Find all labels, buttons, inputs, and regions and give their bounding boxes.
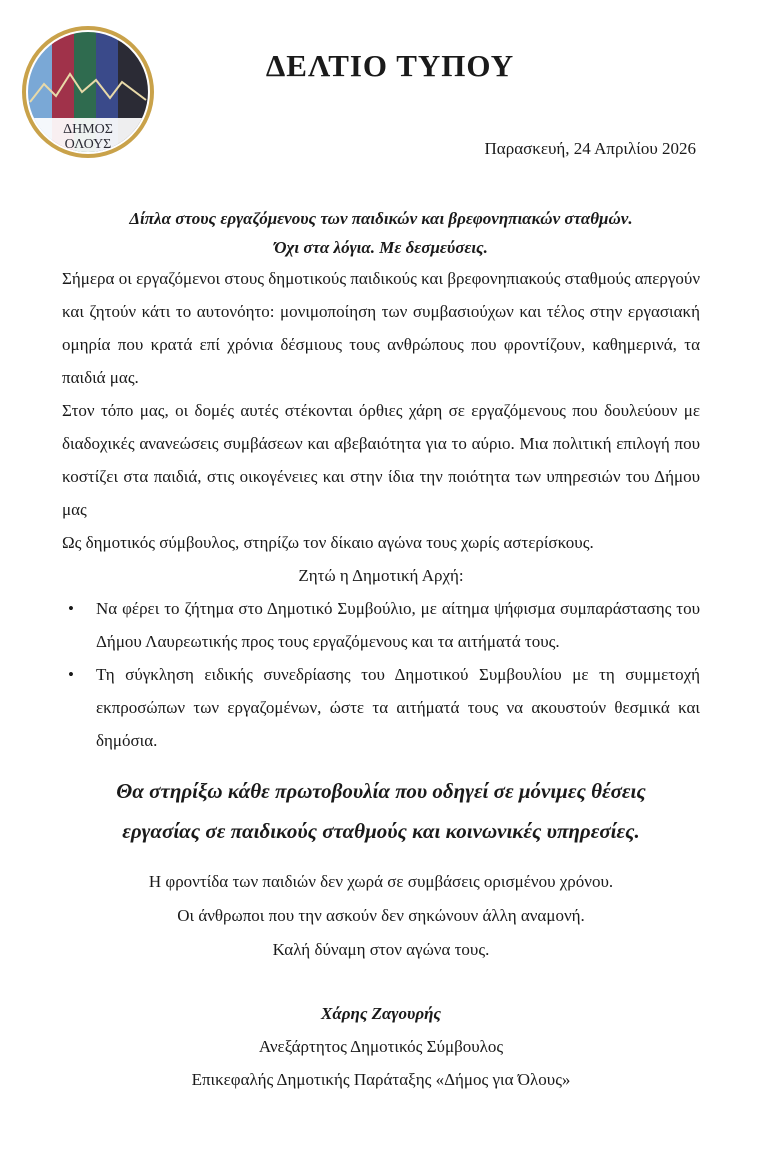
closing-statement xyxy=(62,865,700,967)
demands-intro: Ζητώ η Δημοτική Αρχή: xyxy=(298,566,464,585)
paragraph-context: Στον τόπο μας, οι δομές αυτές στέκονται όρθιες χάρη σε εργαζόμενους που δουλεύουν με διαδοχικές ανανεώσεις συμβάσεων και αβεβαιότητα για το αύριο. Μια πολιτική επιλογή που κοστίζει στα παιδιά, στις οικογένειες και στην ίδια την ποιότητα των υπηρεσιών του Δήμου μας xyxy=(62,401,700,519)
paragraph-support: Ως δημοτικός σύμβουλος, στηρίζω τον δίκαιο αγώνα τους χωρίς αστερίσκους. xyxy=(62,533,594,552)
signature-name: Χάρης Ζαγουρής xyxy=(320,1004,441,1023)
closing-line3: Καλή δύναμη στον αγώνα τους. xyxy=(272,940,490,959)
headline-line1: Δίπλα στους εργαζόμενους των παιδικών και βρεφονηπιακών σταθμών. xyxy=(129,209,633,228)
demand-text: Τη σύγκληση ειδικής συνεδρίασης του Δημοτικού Συμβουλίου με τη συμμετοχή εκπροσώπων των εργαζομένων, ώστε τα αιτήματά τους να ακουστούν θεσμικά και δημόσια. xyxy=(96,665,700,750)
release-date: Παρασκευή, 24 Απριλίου 2026 xyxy=(484,139,696,158)
paragraph-strike: Σήμερα οι εργαζόμενοι στους δημοτικούς παιδικούς και βρεφονηπιακούς σταθμούς απεργούν και ζητούν κάτι το αυτονόητο: μονιμοποίηση των συμβασιούχων και τέλος στην εργασιακή ομηρία που κρατά επί χρόνια δέσμιους τους ανθρώπους που φροντίζουν, καθημερινά, τα παιδιά μας. xyxy=(62,269,700,387)
page-title: ΔΕΛΤΙΟ ΤΥΠΟΥ xyxy=(265,48,515,83)
bullet-icon: • xyxy=(68,665,74,684)
commitment-statement xyxy=(62,771,700,851)
demand-item xyxy=(62,592,700,658)
commitment-line2: εργασίας σε παιδικούς σταθμούς και κοινωνικές υπηρεσίες. xyxy=(122,819,640,843)
document-body xyxy=(62,204,700,1096)
closing-line1: Η φροντίδα των παιδιών δεν χωρά σε συμβάσεις ορισμένου χρόνου. xyxy=(148,872,614,891)
demand-item xyxy=(62,658,700,757)
headline-line2: Όχι στα λόγια. Με δεσμεύσεις. xyxy=(274,238,488,257)
municipality-logo xyxy=(22,22,154,162)
demand-text: Να φέρει το ζήτημα στο Δημοτικό Συμβούλιο, με αίτημα ψήφισμα συμπαράστασης του Δήμου Λαυρεωτικής προς τους εργαζόμενους και τα αιτήματά τους. xyxy=(96,599,700,651)
bullet-icon: • xyxy=(68,599,74,618)
signature-role: Ανεξάρτητος Δημοτικός Σύμβουλος xyxy=(258,1037,504,1056)
signature-block xyxy=(62,997,700,1096)
closing-line2: Οι άνθρωποι που την ασκούν δεν σηκώνουν άλλη αναμονή. xyxy=(177,906,585,925)
demands-list xyxy=(62,592,700,757)
signature-faction: Επικεφαλής Δημοτικής Παράταξης «Δήμος για Όλους» xyxy=(191,1070,571,1089)
logo-text-line2: ΟΛΟΥΣ xyxy=(64,137,112,152)
commitment-line1: Θα στηρίξω κάθε πρωτοβουλία που οδηγεί σε μόνιμες θέσεις xyxy=(116,779,646,803)
logo-text-line1: ΔΗΜΟΣ xyxy=(63,122,113,137)
